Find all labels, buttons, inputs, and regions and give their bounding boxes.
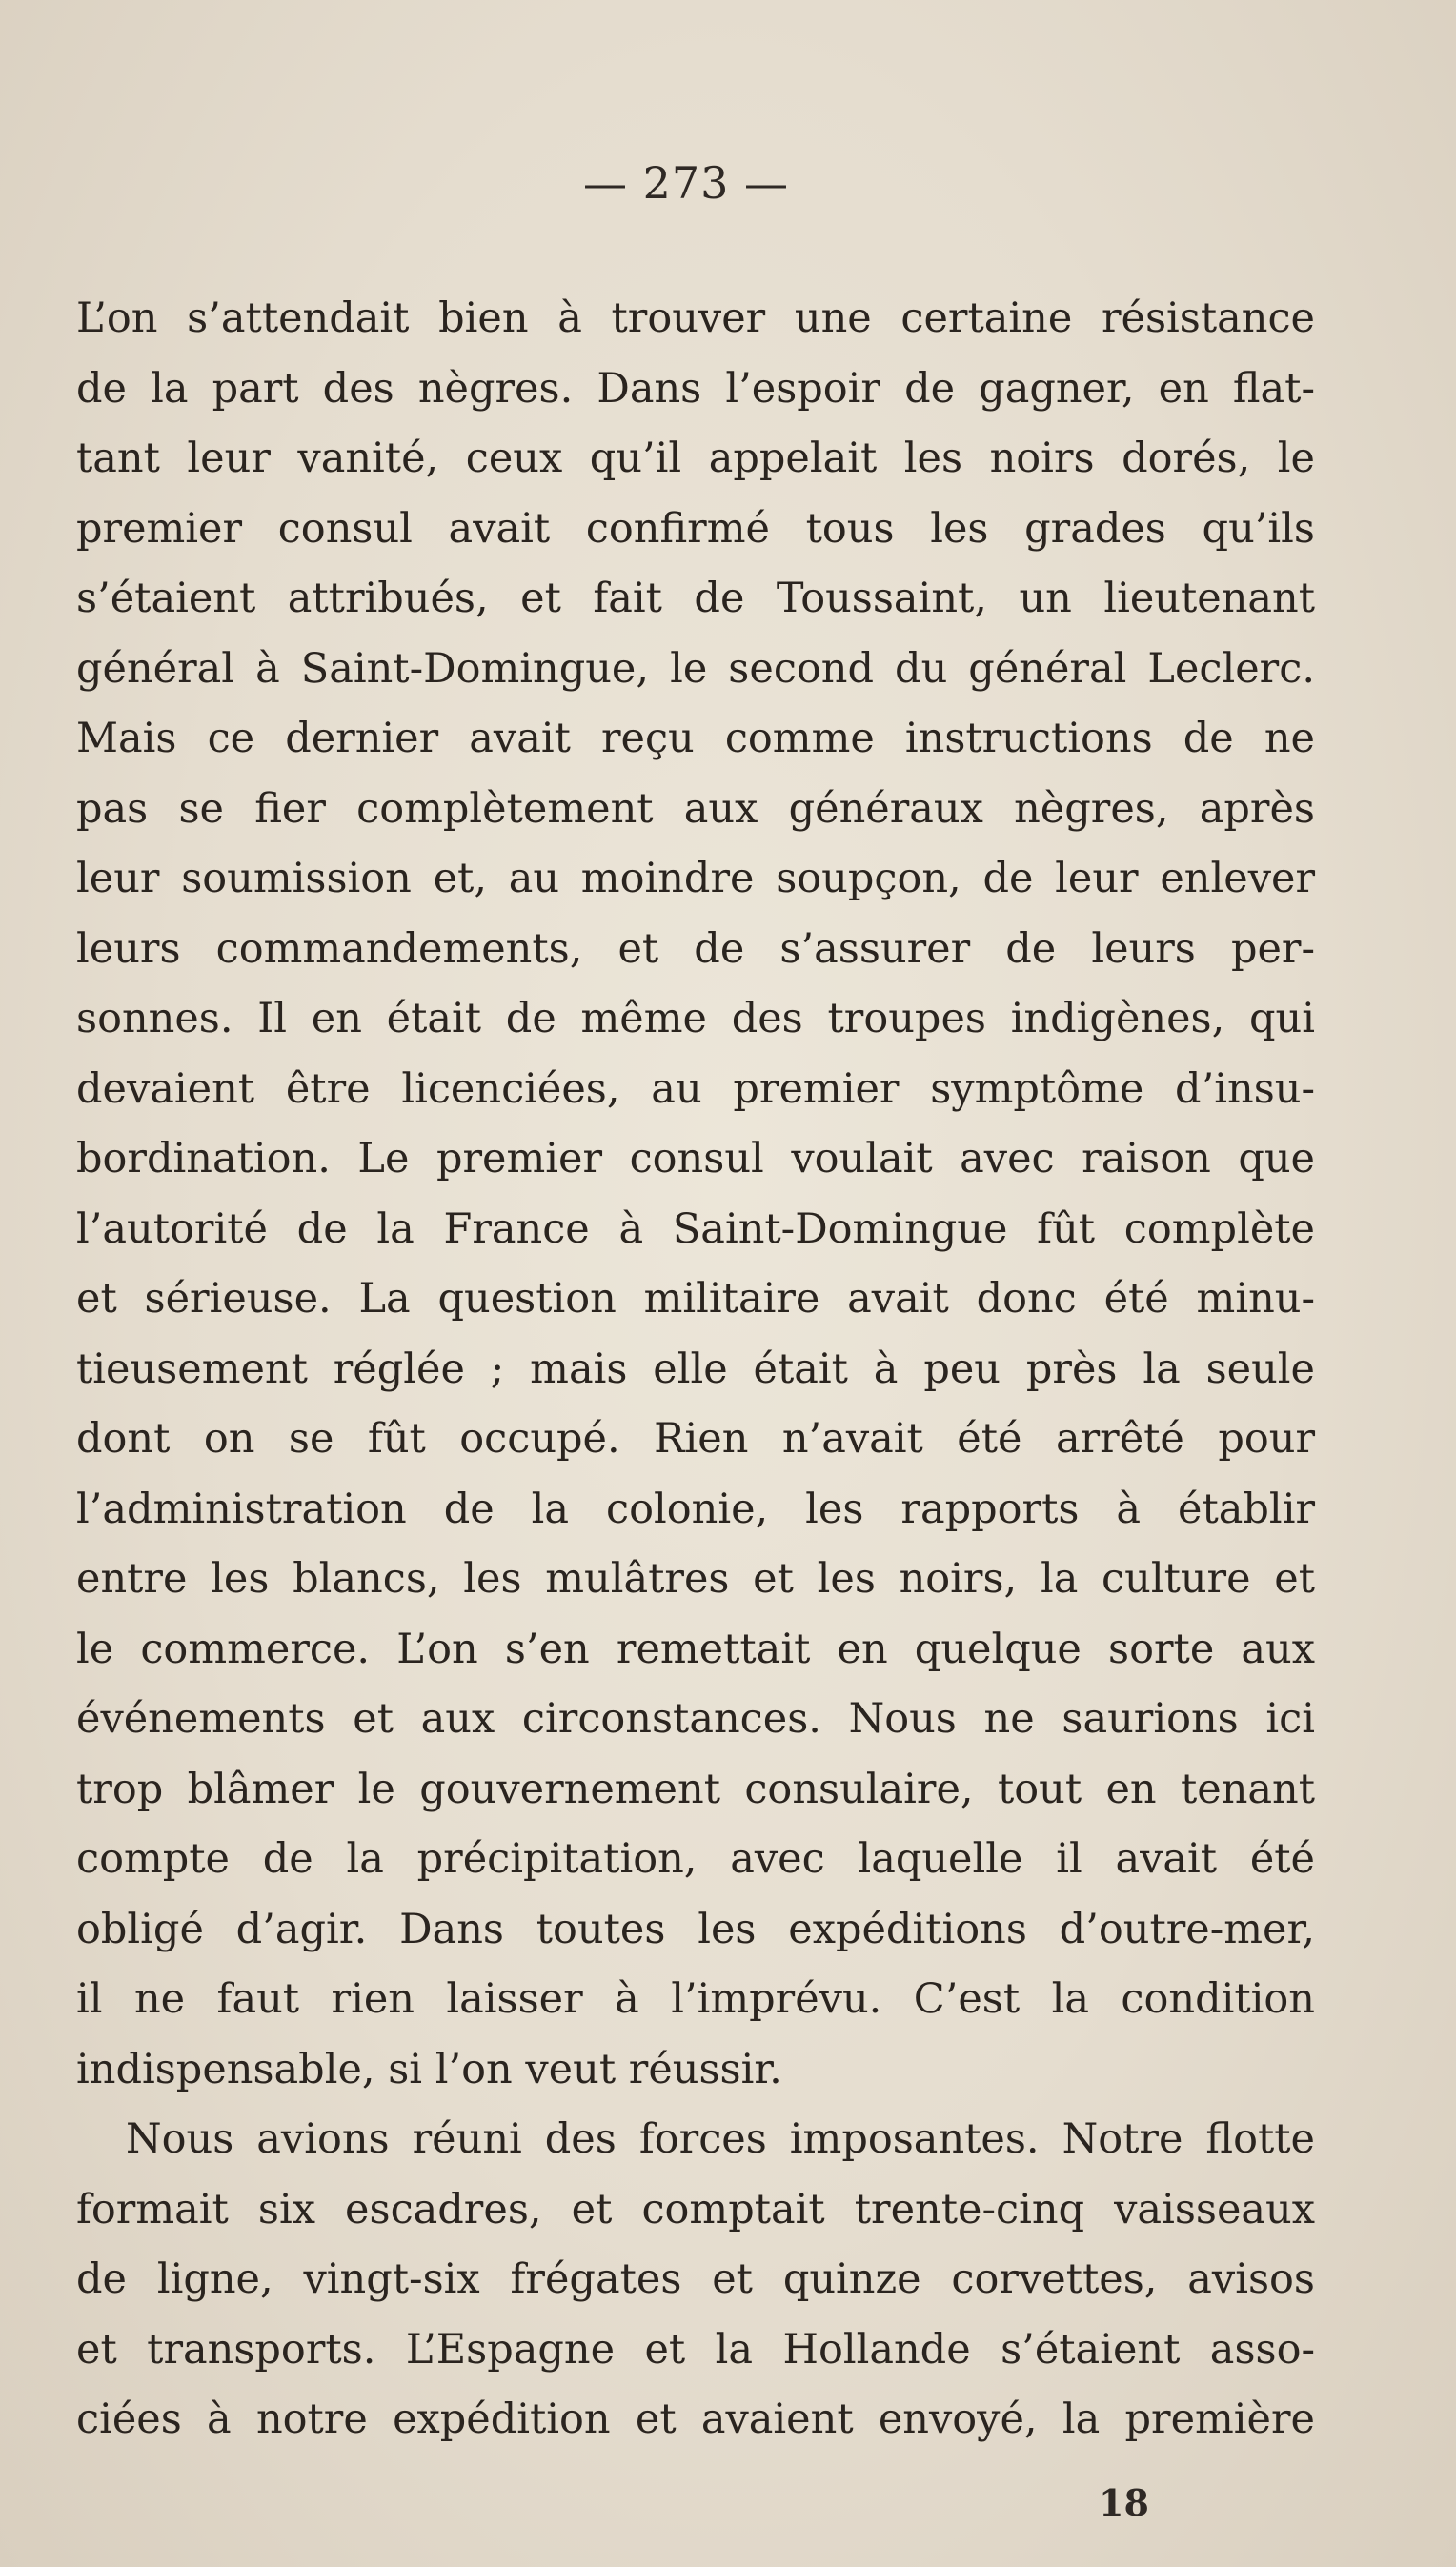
text-line: Mais ce dernier avait reçu comme instructions de ne [76, 715, 1315, 762]
text-line: s’étaient attribués, et fait de Toussaint, un lieutenant [76, 575, 1315, 622]
text-line: devaient être licenciées, au premier symptôme d’insu- [76, 1064, 1315, 1113]
signature-mark: 18 [1099, 2481, 1149, 2524]
text-line: ciées à notre expédition et avaient envoyé, la première [76, 2395, 1315, 2443]
text-line: trop blâmer le gouvernement consulaire, tout en tenant [76, 1765, 1315, 1813]
text-line: sonnes. Il en était de même des troupes indigènes, qui [76, 995, 1315, 1042]
body-text [76, 284, 1315, 2456]
text-line: L’on s’attendait bien à trouver une certaine résistance [76, 294, 1315, 342]
text-line: l’autorité de la France à Saint-Domingue fût complète [76, 1204, 1315, 1253]
text-line: de ligne, vingt-six frégates et quinze corvettes, avisos [76, 2255, 1315, 2303]
text-line: compte de la précipitation, avec laquelle il avait été [76, 1835, 1315, 1883]
text-line: bordination. Le premier consul voulait avec raison que [76, 1135, 1315, 1182]
text-line: général à Saint-Domingue, le second du général Leclerc. [76, 644, 1315, 693]
text-line: obligé d’agir. Dans toutes les expéditions d’outre-mer, [76, 1905, 1315, 1953]
text-line: le commerce. L’on s’en remettait en quelque sorte aux [76, 1625, 1315, 1673]
text-line: et sérieuse. La question militaire avait donc été minu- [76, 1275, 1315, 1323]
text-line: pas se fier complètement aux généraux nègres, après [76, 784, 1315, 833]
text-line: et transports. L’Espagne et la Hollande s’étaient asso- [76, 2325, 1315, 2374]
text-line: de la part des nègres. Dans l’espoir de gagner, en flat- [76, 364, 1315, 413]
text-line: entre les blancs, les mulâtres et les noirs, la culture et [76, 1555, 1315, 1603]
text-line: premier consul avait confirmé tous les grades qu’ils [76, 504, 1315, 553]
text-line: l’administration de la colonie, les rapports à établir [76, 1485, 1315, 1533]
text-line: événements et aux circonstances. Nous ne saurions ici [76, 1695, 1315, 1743]
text-line: tant leur vanité, ceux qu’il appelait les noirs dorés, le [76, 435, 1315, 482]
text-line: il ne faut rien laisser à l’imprévu. C’est la condition [76, 1975, 1315, 2023]
text-line: leur soumission et, au moindre soupçon, de leur enlever [76, 855, 1315, 902]
page-number: — 273 — [582, 157, 790, 209]
text-line: formait six escadres, et comptait trente-cinq vaisseaux [76, 2185, 1315, 2233]
text-line-paragraph-end: indispensable, si l’on veut réussir. [76, 2045, 782, 2093]
text-line-paragraph-start: Nous avions réuni des forces imposantes. Notre flotte [126, 2115, 1315, 2163]
text-line: dont on se fût occupé. Rien n’avait été arrêté pour [76, 1415, 1315, 1463]
text-line: leurs commandements, et de s’assurer de leurs per- [76, 924, 1315, 973]
text-line: tieusement réglée ; mais elle était à peu près la seule [76, 1344, 1315, 1393]
